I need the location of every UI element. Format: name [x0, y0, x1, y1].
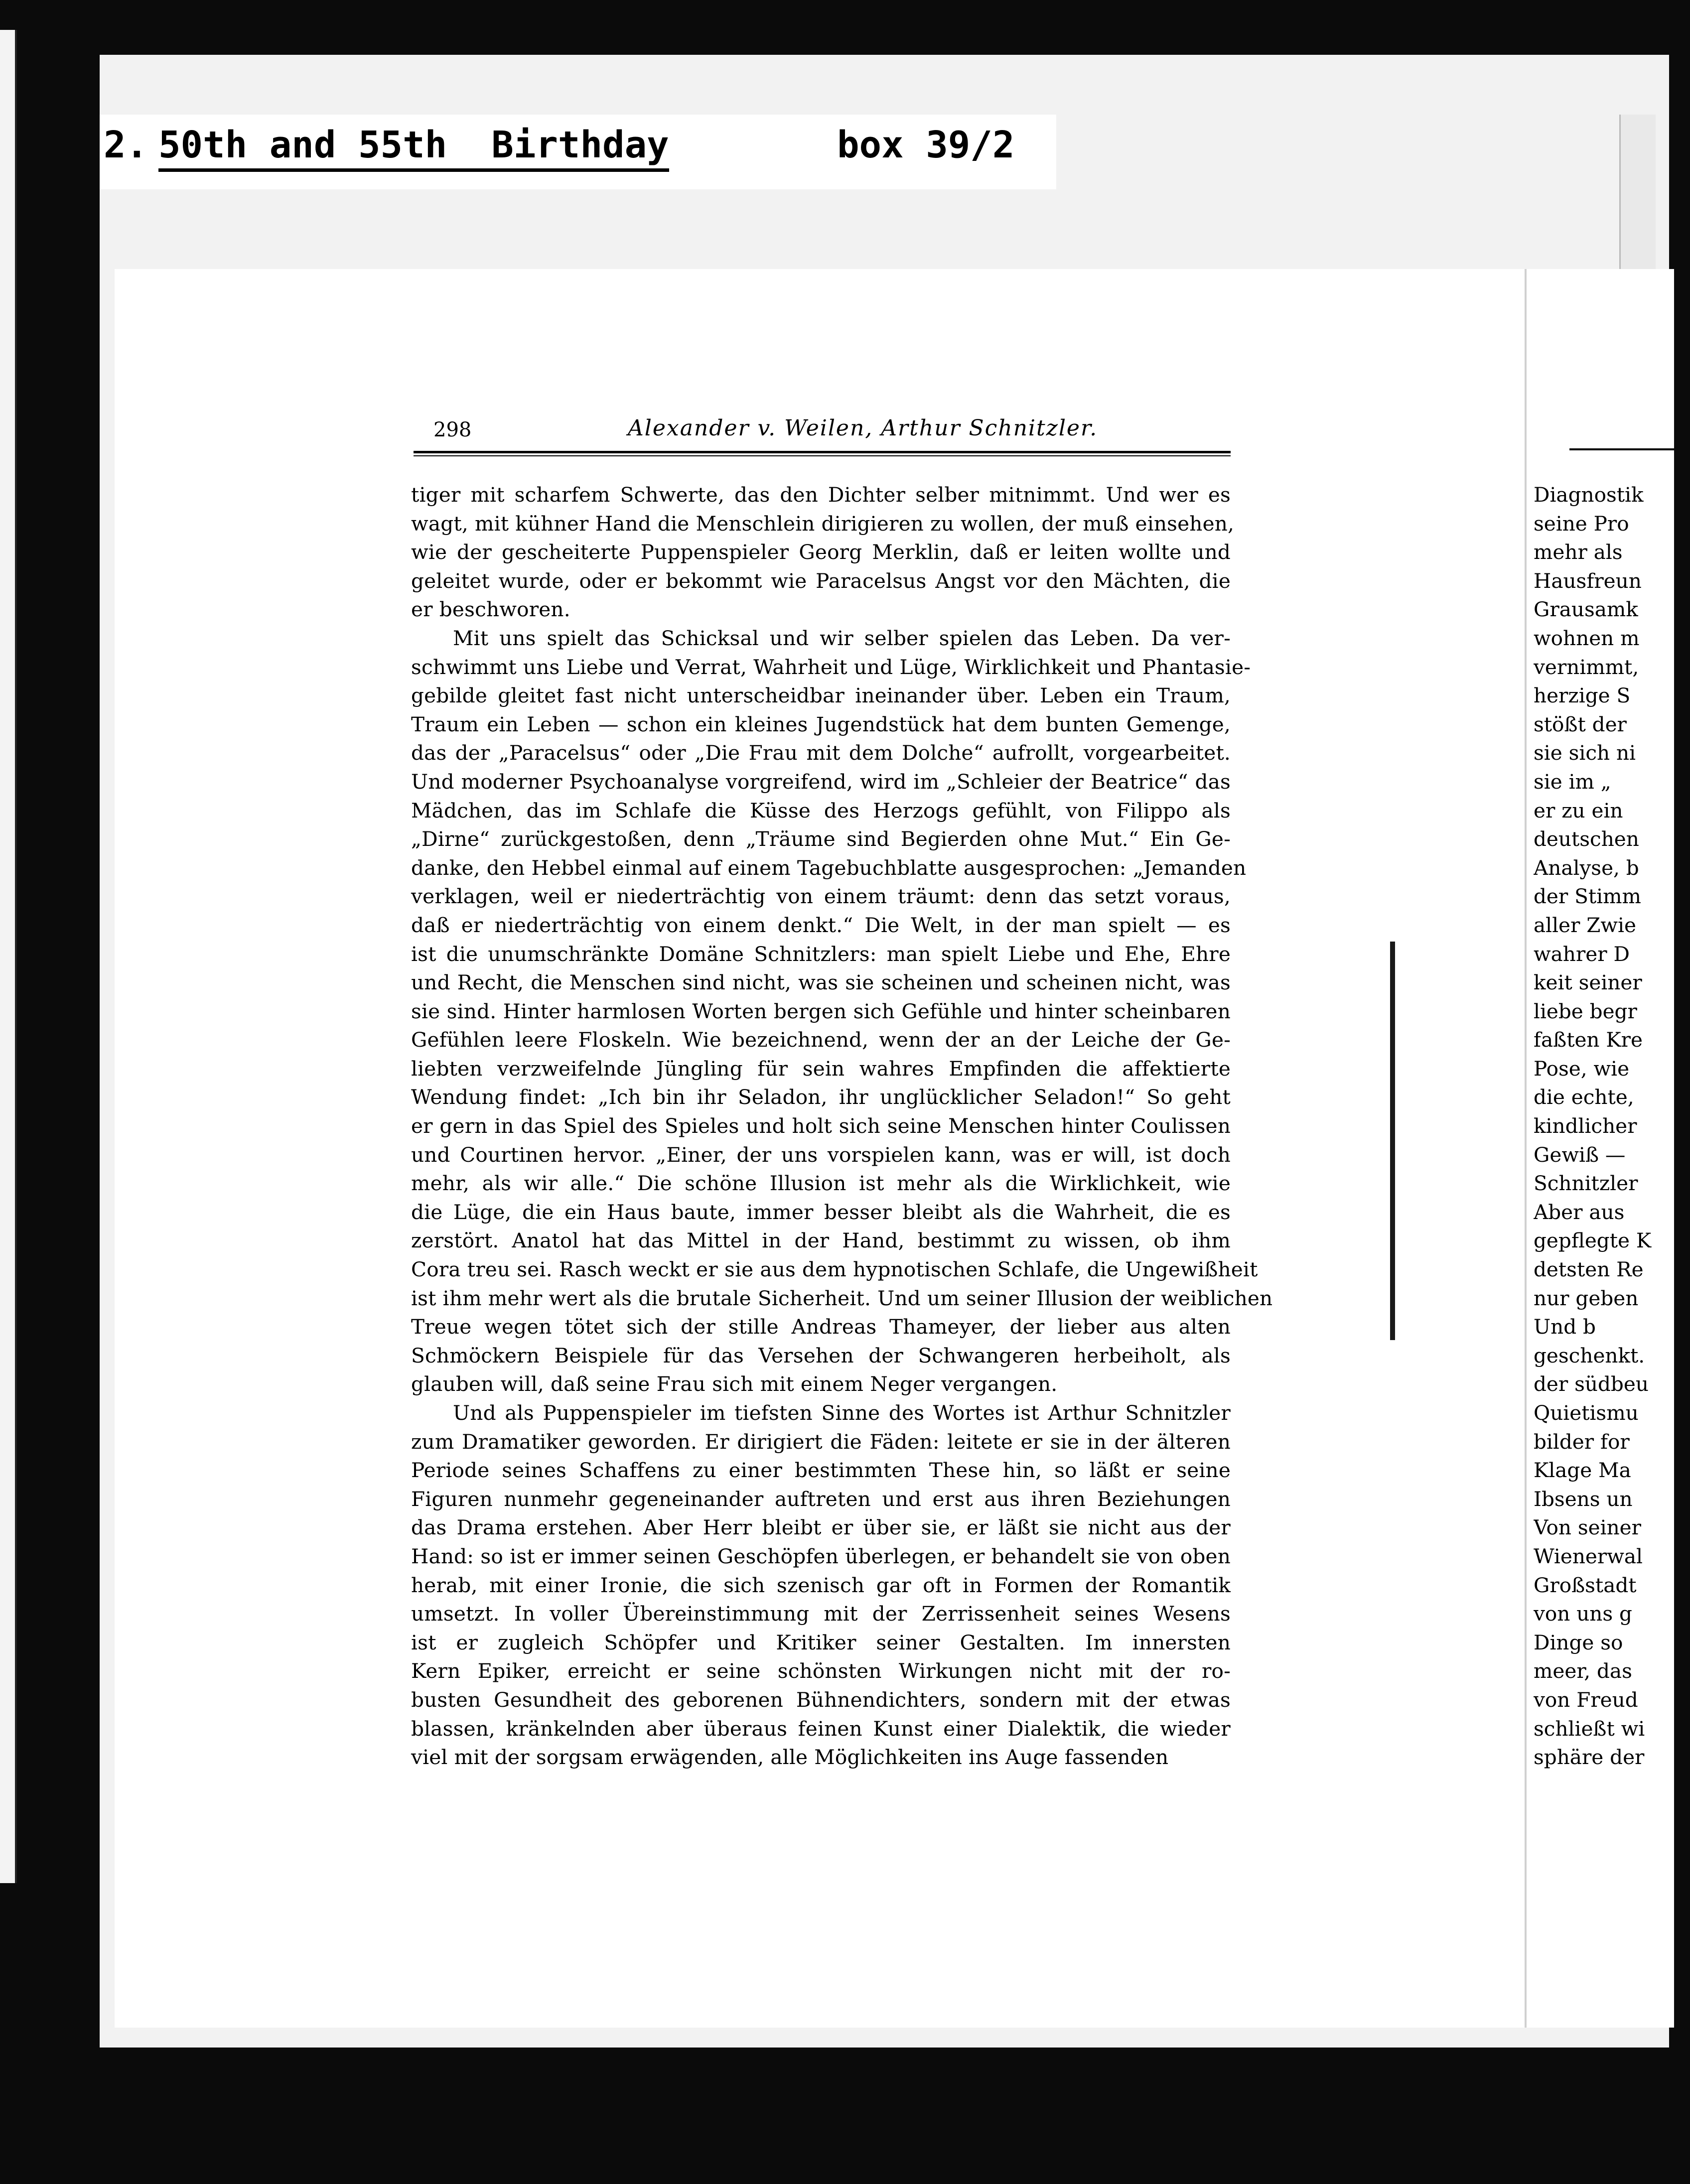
fragment-line: kindlicher [1534, 1114, 1637, 1138]
text-line: zum Dramatiker geworden. Er dirigiert die Fäden: leitete er sie in der älteren [411, 1429, 1231, 1454]
fragment-line: von Freud [1534, 1687, 1638, 1712]
fragment-line: faßten Kre [1534, 1028, 1643, 1052]
fragment-line: sie sich ni [1534, 741, 1636, 765]
fragment-line: Wienerwal [1534, 1544, 1643, 1568]
fragment-line: nur geben [1534, 1286, 1639, 1310]
fragment-line: herzige S [1534, 683, 1631, 708]
article-body [411, 481, 1273, 1772]
text-line: Und als Puppenspieler im tiefsten Sinne des Wortes ist Arthur Schnitzler [453, 1401, 1231, 1425]
fragment-line: Dinge so [1534, 1630, 1623, 1654]
text-line: Wendung findet: „Ich bin ihr Seladon, ihr unglücklicher Seladon!“ So geht [411, 1085, 1231, 1109]
text-line: Kern Epiker, erreicht er seine schönsten Wirkungen nicht mit der ro- [411, 1659, 1231, 1683]
fragment-line: Klage Ma [1534, 1458, 1631, 1483]
fragment-line: aller Zwie [1534, 913, 1636, 937]
text-line: Periode seines Schaffens zu einer bestimmten These hin, so läßt er seine [411, 1458, 1231, 1483]
text-line: geleitet wurde, oder er bekommt wie Paracelsus Angst vor den Mächten, die [411, 568, 1231, 593]
fragment-line: bilder for [1534, 1429, 1630, 1454]
fragment-line: Grausamk [1534, 597, 1638, 622]
text-line: glauben will, daß seine Frau sich mit einem Neger vergangen. [411, 1372, 1058, 1396]
fragment-line: mehr als [1534, 540, 1623, 564]
text-line: blassen, kränkelnden aber überaus feinen Kunst einer Dialektik, die wieder [411, 1716, 1231, 1741]
text-line: ist die unumschränkte Domäne Schnitzlers: man spielt Liebe und Ehe, Ehre [411, 942, 1231, 966]
label-title: 50th and 55th Birthday [158, 124, 669, 172]
text-line: danke, den Hebbel einmal auf einem Tagebuchblatte ausgesprochen: „Jemanden [411, 855, 1247, 880]
text-line: Traum ein Leben — schon ein kleines Jugendstück hat dem bunten Gemenge, [411, 712, 1231, 736]
fragment-line: Ibsens un [1534, 1487, 1633, 1511]
fragment-line: Und b [1534, 1315, 1596, 1339]
fragment-line: Von seiner [1534, 1515, 1641, 1540]
page-header [414, 413, 1231, 453]
text-line: busten Gesundheit des geborenen Bühnendichters, sondern mit der etwas [411, 1687, 1231, 1712]
fragment-line: liebe begr [1534, 999, 1637, 1023]
text-line: viel mit der sorgsam erwägenden, alle Möglichkeiten ins Auge fassenden [411, 1745, 1169, 1770]
text-line: wie der gescheiterte Puppenspieler Georg Merklin, daß er leiten wollte und [411, 540, 1231, 564]
text-line: das der „Paracelsus“ oder „Die Frau mit dem Dolche“ aufrollt, vorgearbeitet. [411, 741, 1231, 765]
fragment-line: meer, das [1534, 1659, 1632, 1683]
fragment-line: von uns g [1534, 1602, 1632, 1626]
fragment-line: Diagnostik [1534, 483, 1644, 507]
text-line: Mit uns spielt das Schicksal und wir selber spielen das Leben. Da ver- [453, 626, 1231, 650]
text-line: die Lüge, die ein Haus baute, immer besser bleibt als die Wahrheit, die es [411, 1200, 1231, 1224]
next-column-fragment [1534, 481, 1673, 1772]
text-line: Cora treu sei. Rasch weckt er sie aus dem hypnotischen Schlafe, die Ungewißheit [411, 1257, 1258, 1282]
text-line: Treue wegen tötet sich der stille Andreas Thameyer, der lieber aus alten [411, 1315, 1231, 1339]
text-line: verklagen, weil er niederträchtig von einem träumt: denn das setzt voraus, [411, 884, 1231, 909]
text-line: Gefühlen leere Floskeln. Wie bezeichnend, wenn der an der Leiche der Ge- [411, 1028, 1231, 1052]
text-line: wagt, mit kühner Hand die Menschlein dirigieren zu wollen, der muß einsehen, [411, 511, 1235, 536]
text-line: „Dirne“ zurückgestoßen, denn „Träume sind Begierden ohne Mut.“ Ein Ge- [411, 827, 1231, 851]
text-line: ist ihm mehr wert als die brutale Sicherheit. Und um seiner Illusion der weiblichen [411, 1286, 1273, 1310]
fragment-line: deutschen [1534, 827, 1639, 851]
text-line: Mädchen, das im Schlafe die Küsse des Herzogs gefühlt, von Filippo als [411, 798, 1231, 822]
text-line: und Courtinen hervor. „Einer, der uns vorspielen kann, was er will, ist doch [411, 1142, 1231, 1167]
text-line: Hand: so ist er immer seinen Geschöpfen überlegen, er behandelt sie von oben [411, 1544, 1231, 1568]
fragment-line: die echte, [1534, 1085, 1634, 1109]
fragment-line: Gewiß — [1534, 1142, 1626, 1167]
text-line: er beschworen. [411, 597, 570, 622]
header-rule [414, 451, 1231, 456]
fragment-line: Analyse, b [1534, 855, 1639, 880]
fragment-line: sie im „ [1534, 769, 1611, 794]
fragment-line: er zu ein [1534, 798, 1623, 822]
fragment-line: geschenkt. [1534, 1343, 1645, 1367]
page-overlap-edge [1525, 269, 1527, 2028]
fragment-line: der Stimm [1534, 884, 1641, 909]
text-line: mehr, als wir alle.“ Die schöne Illusion ist mehr als die Wirklichkeit, wie [411, 1171, 1231, 1196]
text-line: Schmöckern Beispiele für das Versehen der Schwangeren herbeiholt, als [411, 1343, 1231, 1367]
fragment-line: gepflegte K [1534, 1228, 1652, 1253]
next-column-rule [1569, 448, 1674, 450]
paragraph [411, 1399, 1231, 1772]
fragment-line: Quietismu [1534, 1401, 1639, 1425]
text-line: tiger mit scharfem Schwerte, das den Dichter selber mitnimmt. Und wer es [411, 483, 1231, 507]
adjacent-sheet-edge [0, 30, 17, 1883]
text-line: herab, mit einer Ironie, die sich szenisch gar oft in Formen der Romantik [411, 1573, 1231, 1597]
fragment-line: Pose, wie [1534, 1056, 1630, 1081]
text-line: Und moderner Psychoanalyse vorgreifend, wird im „Schleier der Beatrice“ das [411, 769, 1231, 794]
text-line: schwimmt uns Liebe und Verrat, Wahrheit und Lüge, Wirklichkeit und Phantasie- [411, 655, 1251, 679]
text-line: ist er zugleich Schöpfer und Kritiker seiner Gestalten. Im innersten [411, 1630, 1231, 1654]
fragment-line: detsten Re [1534, 1257, 1644, 1282]
text-line: sie sind. Hinter harmlosen Worten bergen sich Gefühle und hinter scheinbaren [411, 999, 1231, 1023]
fragment-line: keit seiner [1534, 970, 1642, 995]
paper-crease [1390, 942, 1395, 1340]
paragraph [411, 624, 1273, 1399]
fragment-line: stößt der [1534, 712, 1627, 736]
fragment-line: Großstadt [1534, 1573, 1637, 1597]
text-line: zerstört. Anatol hat das Mittel in der Hand, bestimmt zu wissen, ob ihm [411, 1228, 1231, 1253]
text-line: er gern in das Spiel des Spieles und holt sich seine Menschen hinter Coulissen [411, 1114, 1231, 1138]
page-number: 298 [433, 418, 472, 441]
running-head: Alexander v. Weilen, Arthur Schnitzler. [628, 415, 1098, 441]
fragment-line: seine Pro [1534, 511, 1629, 536]
text-line: gebilde gleitet fast nicht unterscheidbar ineinander über. Leben ein Traum, [411, 683, 1231, 708]
text-line: das Drama erstehen. Aber Herr bleibt er über sie, er läßt sie nicht aus der [411, 1515, 1231, 1540]
text-line: Figuren nunmehr gegeneinander auftreten und erst aus ihren Beziehungen [411, 1487, 1231, 1511]
text-line: umsetzt. In voller Übereinstimmung mit der Zerrissenheit seines Wesens [411, 1602, 1231, 1626]
text-line: daß er niederträchtig von einem denkt.“ Die Welt, in der man spielt — es [411, 913, 1231, 937]
paragraph [411, 481, 1235, 624]
label-box-number: box 39/2 [837, 124, 1015, 166]
fragment-line: Hausfreun [1534, 568, 1642, 593]
fragment-line: Aber aus [1534, 1200, 1625, 1224]
fragment-line: der südbeu [1534, 1372, 1649, 1396]
text-line: liebten verzweifelnde Jüngling für sein wahres Empfinden die affektierte [411, 1056, 1231, 1081]
fragment-line: vernimmt, [1534, 655, 1639, 679]
fragment-line: wahrer D [1534, 942, 1630, 966]
fragment-line: schließt wi [1534, 1716, 1645, 1741]
label-prefix: 2. [104, 124, 148, 166]
fragment-line: sphäre der [1534, 1745, 1645, 1770]
fragment-line: wohnen m [1534, 626, 1640, 650]
fragment-line: Schnitzler [1534, 1171, 1638, 1196]
text-line: und Recht, die Menschen sind nicht, was sie scheinen und scheinen nicht, was [411, 970, 1231, 995]
